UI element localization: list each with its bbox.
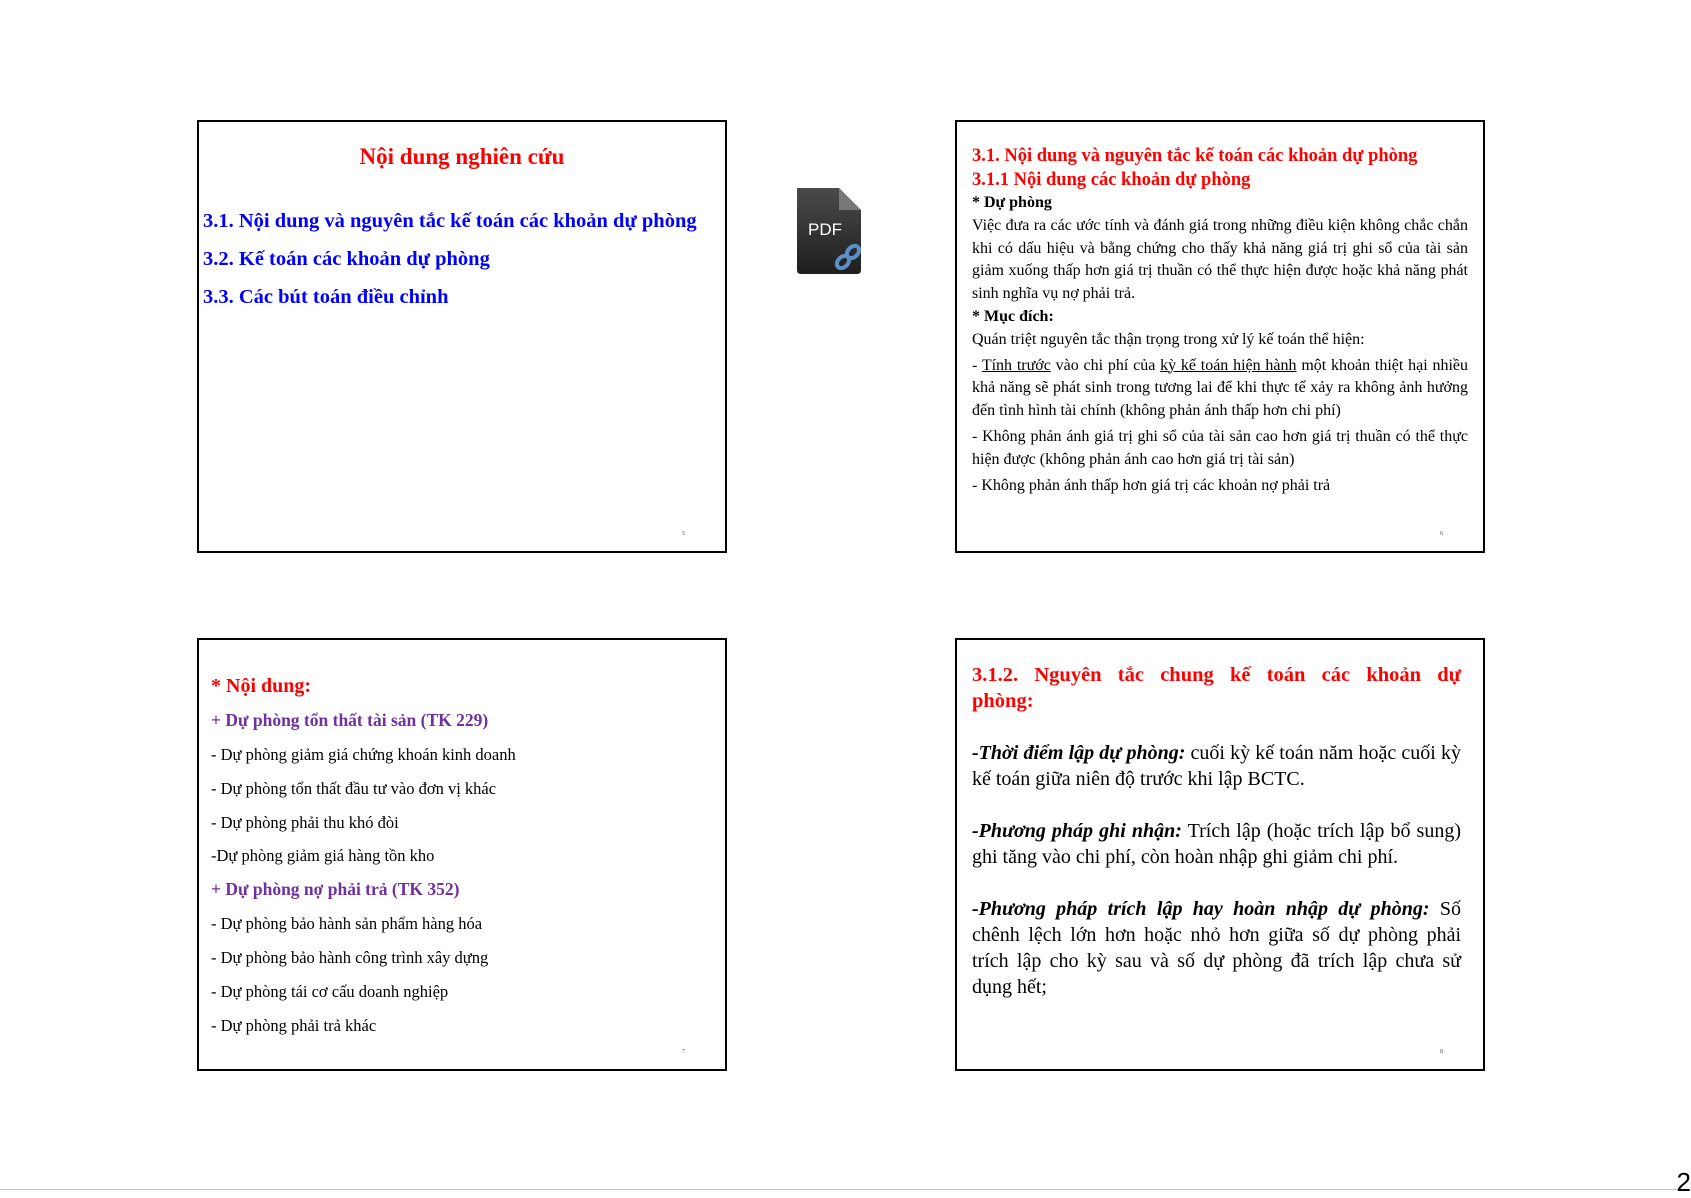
list-item: - Dự phòng bảo hành công trình xây dựng	[211, 948, 489, 968]
principles-heading: 3.1.2. Nguyên tắc chung kế toán các khoản dự	[972, 664, 1461, 686]
pdf-link-icon[interactable]	[793, 186, 865, 276]
list-item: -Dự phòng giảm giá hàng tồn kho	[211, 846, 435, 866]
slide-8	[955, 638, 1485, 1071]
pdf-label: PDF	[808, 220, 842, 239]
purpose-bullet-3: - Không phản ánh thấp hơn giá trị các khoản nợ phải trả	[972, 476, 1331, 494]
slide-6	[955, 120, 1485, 553]
slide-number: 8	[1440, 1049, 1443, 1055]
toc-item-3-2: 3.2. Kế toán các khoản dự phòng	[203, 248, 490, 270]
slide-title: Nội dung nghiên cứu	[359, 144, 565, 169]
slide-number: 5	[682, 531, 685, 537]
toc-item-3-3: 3.3. Các bút toán điều chỉnh	[203, 286, 449, 308]
principle-timing: -Thời điểm lập dự phòng: cuối kỳ kế toán năm hoặc cuối kỳ kế toán giữa niên độ trước khi lập BCTC.	[972, 742, 1461, 790]
page-number: 2	[1676, 1167, 1691, 1197]
category-tk229: + Dự phòng tổn thất tài sản (TK 229)	[211, 709, 489, 730]
list-item: - Dự phòng phải thu khó đòi	[211, 812, 399, 832]
content-heading: * Nội dung:	[211, 675, 312, 697]
list-item: - Dự phòng bảo hành sản phẩm hàng hóa	[211, 914, 483, 934]
toc-item-3-1: 3.1. Nội dung và nguyên tắc kế toán các khoản dự phòng	[203, 210, 697, 232]
principle-method: -Phương pháp trích lập hay hoàn nhập dự phòng: Số chênh lệch lớn hơn hoặc nhỏ hơn giữa số dự phòng phải trích lập cho kỳ sau và số dự phòng đã trích lập chưa sử dụng hết;	[972, 898, 1461, 998]
subsection-heading: 3.1.1 Nội dung các khoản dự phòng	[972, 170, 1251, 190]
definition-paragraph: Việc đưa ra các ước tính và đánh giá trong những điều kiện không chắc chắn khi có dấu hiệu và bằng chứng cho thấy khả năng giá trị ghi sổ của tài sản giảm xuống thấp hơn giá trị thuần có thể thực hiện được hoặc khả năng phát sinh nghĩa vụ nợ phải trả.	[972, 216, 1468, 303]
purpose-bullet-1: - Tính trước vào chi phí của kỳ kế toán hiện hành một khoản thiệt hại nhiều khả năng sẽ phát sinh trong tương lai để khi thực tế xảy ra không ảnh hưởng đến tình hình tài chính (không phản ánh thấp hơn chi phí)	[972, 356, 1468, 420]
sub-heading-muc-dich: * Mục đích:	[972, 307, 1054, 325]
list-item: - Dự phòng phải trả khác	[211, 1015, 377, 1035]
list-item: - Dự phòng tái cơ cấu doanh nghiệp	[211, 982, 449, 1002]
page-divider	[0, 1189, 1685, 1190]
section-heading: 3.1. Nội dung và nguyên tắc kế toán các khoản dự phòng	[972, 146, 1418, 166]
sub-heading-du-phong: * Dự phòng	[972, 194, 1052, 211]
principle-recognition: -Phương pháp ghi nhận: Trích lập (hoặc trích lập bổ sung) ghi tăng vào chi phí, còn hoàn nhập ghi giảm chi phí.	[972, 820, 1462, 868]
slide-7	[197, 638, 727, 1071]
slide-number: 6	[1440, 531, 1443, 537]
list-item: - Dự phòng giảm giá chứng khoán kinh doanh	[211, 744, 516, 764]
principles-heading-cont: phòng:	[972, 690, 1034, 712]
slide-5	[197, 120, 727, 553]
purpose-bullet-2: - Không phản ánh giá trị ghi sổ của tài sản cao hơn giá trị thuần có thể thực hiện được (không phản ánh cao hơn giá trị tài sản)	[972, 427, 1468, 468]
slide-number: 7	[682, 1049, 685, 1055]
purpose-intro: Quán triệt nguyên tắc thận trọng trong xử lý kế toán thể hiện:	[972, 330, 1365, 348]
list-item: - Dự phòng tổn thất đầu tư vào đơn vị khác	[211, 778, 497, 798]
category-tk352: + Dự phòng nợ phải trả (TK 352)	[211, 879, 460, 900]
